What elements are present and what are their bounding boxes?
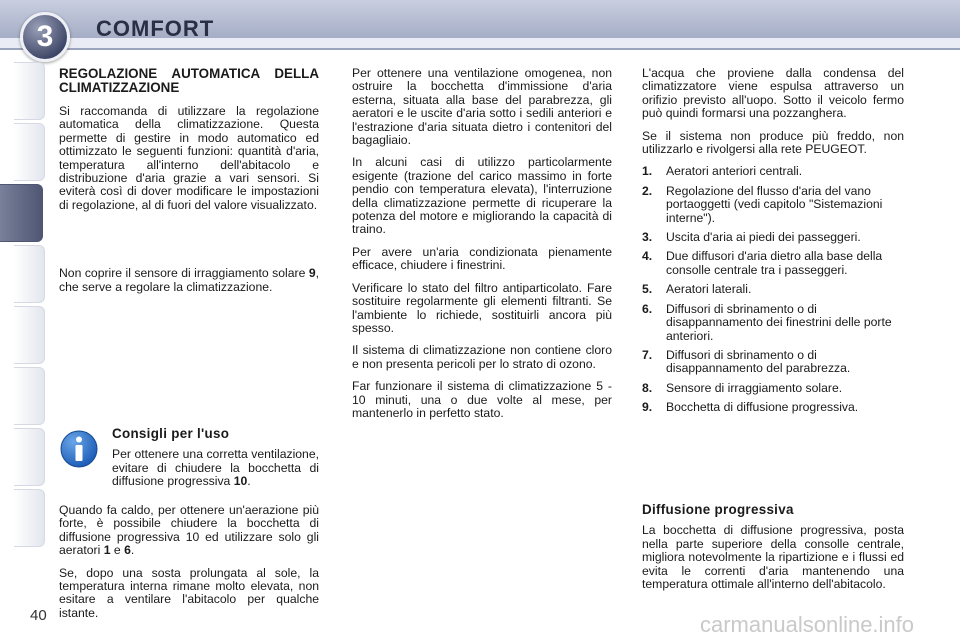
chapter-tab[interactable]	[14, 306, 45, 364]
chapter-number-badge: 3	[20, 12, 70, 62]
chapter-tab[interactable]	[14, 62, 45, 120]
progressive-diffusion-section	[642, 503, 904, 600]
chapter-tabs	[0, 62, 44, 550]
list-item: 5. Aeratori laterali.	[642, 282, 752, 297]
column-2	[352, 67, 612, 429]
info-icon	[59, 429, 99, 469]
sensor-note: Non coprire il sensore di irraggiamento solare 9, che serve a regolare la climatizzazione.	[59, 266, 319, 294]
chapter-tab-active[interactable]	[0, 184, 43, 242]
list-item: 8. Sensore di irraggiamento solare.	[642, 380, 843, 395]
paragraph: Se, dopo una sosta prolungata al sole, la temperatura interna rimane molto elevata, non esitare a ventilare l'abitacolo per qualche istante.	[59, 565, 319, 620]
vent-legend-list	[642, 165, 904, 414]
paragraph: Quando fa caldo, per ottenere un'aerazione più forte, è possibile chiudere la bocchetta di diffusione progressiva 10 ed utilizzare solo gli aeratori 1 e 6.	[59, 503, 319, 558]
chapter-tab[interactable]	[14, 123, 45, 181]
column-1	[59, 67, 319, 303]
paragraph: Far funzionare il sistema di climatizzazione 5 - 10 minuti, una o due volte al mese, per mantenerlo in perfetto stato.	[352, 379, 612, 420]
subsection-title: Diffusione progressiva	[642, 502, 794, 517]
list-item: 9. Bocchetta di diffusione progressiva.	[642, 400, 859, 415]
list-item: 4. Due diffusori d'aria dietro alla base della consolle centrale tra i passeggeri.	[642, 249, 883, 277]
chapter-tab[interactable]	[14, 245, 45, 303]
tips-title: Consigli per l'uso	[112, 426, 230, 441]
column-3	[642, 67, 904, 421]
paragraph: Si raccomanda di utilizzare la regolazione automatica della climatizzazione. Questa permette di gestire in modo automatico ed ottimizzato le seguenti funzioni: quantità d'aria, temperatura all'interno dell'abitacolo e distribuzione d'aria grazie a vari sensori. Si eviterà così di dover modificare le impostazioni di regolazione, al di fuori del valore visualizzato.	[59, 104, 319, 212]
section-title: REGOLAZIONE AUTOMATICA DELLA CLIMATIZZAZIONE	[59, 66, 319, 95]
paragraph: Per ottenere una ventilazione omogenea, non ostruire la bocchetta d'immissione d'aria esterna, situata alla base del parabrezza, gli aeratori e le uscite d'aria sotto i sedili anteriori e l'estrazione d'aria situata dietro i contenitori del bagagliaio.	[352, 66, 612, 148]
list-item: 1. Aeratori anteriori centrali.	[642, 164, 803, 179]
paragraph: Per avere un'aria condizionata pienamente efficace, chiudere i finestrini.	[352, 244, 612, 273]
paragraph: La bocchetta di diffusione progressiva, posta nella parte superiore della consolle centrale, migliora notevolmente la ripartizione e i flussi ed evita le correnti d'aria mantenendo una temperatura ottimale all'interno dell'abitacolo.	[642, 523, 904, 592]
paragraph: Verificare lo stato del filtro antiparticolato. Fare sostituire regolarmente gli elementi filtranti. Se l'ambiente lo richiede, sostituirli ancora più spesso.	[352, 280, 612, 335]
paragraph: L'acqua che proviene dalla condensa del climatizzatore viene espulsa attraverso un orifizio previsto all'uopo. Sotto il veicolo fermo può quindi formarsi una pozzanghera.	[642, 66, 904, 121]
list-item: 6. Diffusori di sbrinamento o di disappannamento dei finestrini delle porte anteriori.	[642, 301, 892, 343]
chapter-tab[interactable]	[14, 367, 45, 425]
chapter-tab[interactable]	[14, 489, 45, 547]
chapter-title: COMFORT	[96, 16, 215, 41]
page-number: 40	[30, 607, 47, 624]
list-item: 3. Uscita d'aria ai piedi dei passeggeri.	[642, 230, 861, 245]
list-item: 2. Regolazione del flusso d'aria del vano portaoggetti (vedi capitolo "Sistemazioni interne").	[642, 183, 883, 225]
tips-text: Per ottenere una corretta ventilazione, evitare di chiudere la bocchetta di diffusione progressiva 10.	[112, 447, 319, 489]
paragraph: In alcuni casi di utilizzo particolarmente esigente (trazione del carico massimo in forte pendio con temperatura elevata), l'interruzione della climatizzazione permette di ricuperare la potenza del motore e migliorando la capacità di traino.	[352, 155, 612, 237]
column-1-bottom	[59, 504, 319, 629]
paragraph: Se il sistema non produce più freddo, non utilizzarlo e rivolgersi alla rete PEUGEOT.	[642, 128, 904, 157]
tips-box	[112, 427, 319, 498]
paragraph: Il sistema di climatizzazione non contiene cloro e non presenta pericoli per lo strato di ozono.	[352, 343, 612, 371]
chapter-tab[interactable]	[14, 428, 45, 486]
watermark: carmanualsonline.info	[700, 612, 915, 637]
list-item: 7. Diffusori di sbrinamento o di disappannamento del parabrezza.	[642, 347, 851, 376]
